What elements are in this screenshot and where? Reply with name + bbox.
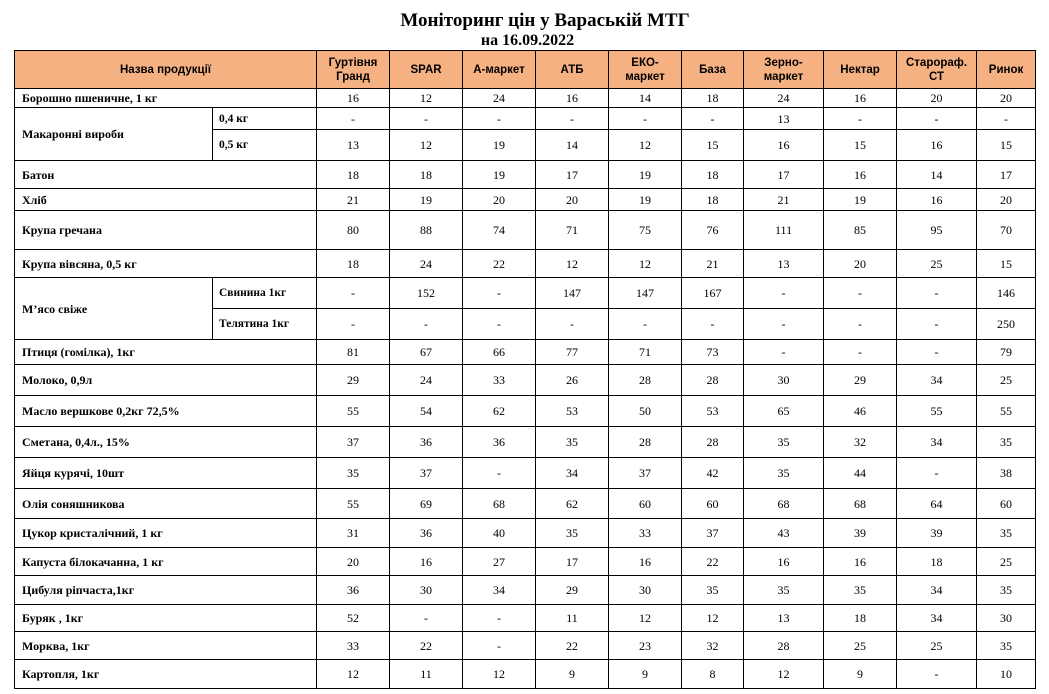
price-cell: 35 bbox=[744, 427, 824, 458]
price-cell: 70 bbox=[977, 211, 1036, 250]
price-cell: 17 bbox=[744, 161, 824, 189]
price-cell: 85 bbox=[824, 211, 897, 250]
price-cell: 111 bbox=[744, 211, 824, 250]
price-cell: 37 bbox=[609, 458, 682, 489]
product-name: Цибуля ріпчаста,1кг bbox=[15, 576, 317, 605]
page-title: Моніторинг цін у Вараській МТГ bbox=[400, 10, 690, 31]
price-cell: 53 bbox=[682, 396, 744, 427]
price-cell: 16 bbox=[390, 548, 463, 576]
price-cell: 15 bbox=[824, 130, 897, 161]
price-cell: 34 bbox=[897, 365, 977, 396]
price-cell: - bbox=[824, 278, 897, 309]
price-cell: - bbox=[609, 108, 682, 130]
price-cell: 34 bbox=[536, 458, 609, 489]
price-cell: 16 bbox=[824, 89, 897, 108]
price-cell: 17 bbox=[977, 161, 1036, 189]
price-cell: 10 bbox=[977, 660, 1036, 689]
table-row bbox=[15, 396, 1036, 427]
price-cell: 67 bbox=[390, 340, 463, 365]
price-cell: - bbox=[824, 309, 897, 340]
price-cell: 21 bbox=[317, 189, 390, 211]
page-subtitle: на 16.09.2022 bbox=[480, 32, 575, 49]
table-row bbox=[15, 427, 1036, 458]
price-cell: 35 bbox=[317, 458, 390, 489]
price-cell: 64 bbox=[897, 489, 977, 519]
price-cell: 24 bbox=[744, 89, 824, 108]
table-row bbox=[15, 632, 1036, 660]
price-cell: 31 bbox=[317, 519, 390, 548]
price-cell: 16 bbox=[744, 130, 824, 161]
header-store-line: АТБ bbox=[560, 63, 584, 76]
price-cell: - bbox=[463, 108, 536, 130]
table-row bbox=[15, 365, 1036, 396]
header-store-line: СТ bbox=[928, 70, 945, 83]
price-cell: 29 bbox=[317, 365, 390, 396]
price-cell: 37 bbox=[682, 519, 744, 548]
price-cell: 35 bbox=[977, 519, 1036, 548]
price-cell: 36 bbox=[390, 427, 463, 458]
price-cell: 24 bbox=[390, 365, 463, 396]
price-cell: 88 bbox=[390, 211, 463, 250]
price-cell: - bbox=[463, 632, 536, 660]
header-store-line: Старораф. bbox=[905, 56, 968, 69]
price-cell: 28 bbox=[682, 427, 744, 458]
price-cell: 16 bbox=[744, 548, 824, 576]
price-cell: - bbox=[317, 278, 390, 309]
price-cell: 34 bbox=[897, 427, 977, 458]
price-cell: 34 bbox=[897, 576, 977, 605]
table-row bbox=[15, 108, 1036, 130]
header-store bbox=[824, 51, 897, 89]
price-cell: 20 bbox=[977, 189, 1036, 211]
table-row bbox=[15, 278, 1036, 309]
price-cell: 250 bbox=[977, 309, 1036, 340]
price-cell: - bbox=[897, 458, 977, 489]
price-cell: 25 bbox=[824, 632, 897, 660]
price-cell: 52 bbox=[317, 605, 390, 632]
product-name: Крупа гречана bbox=[15, 211, 317, 250]
price-cell: 33 bbox=[463, 365, 536, 396]
price-cell: 19 bbox=[463, 161, 536, 189]
price-cell: - bbox=[390, 309, 463, 340]
price-cell: 80 bbox=[317, 211, 390, 250]
price-cell: 68 bbox=[744, 489, 824, 519]
price-cell: 20 bbox=[536, 189, 609, 211]
price-cell: - bbox=[744, 278, 824, 309]
price-cell: - bbox=[463, 605, 536, 632]
price-cell: 35 bbox=[536, 427, 609, 458]
price-cell: 34 bbox=[897, 605, 977, 632]
price-cell: - bbox=[463, 458, 536, 489]
price-cell: - bbox=[317, 309, 390, 340]
price-cell: 22 bbox=[390, 632, 463, 660]
price-cell: 55 bbox=[897, 396, 977, 427]
price-cell: 35 bbox=[977, 632, 1036, 660]
price-cell: 35 bbox=[682, 576, 744, 605]
product-variant: 0,5 кг bbox=[213, 130, 317, 161]
table-row bbox=[15, 161, 1036, 189]
price-cell: 38 bbox=[977, 458, 1036, 489]
header-store bbox=[609, 51, 682, 89]
price-cell: 33 bbox=[317, 632, 390, 660]
table-row bbox=[15, 458, 1036, 489]
price-cell: 21 bbox=[744, 189, 824, 211]
price-cell: 35 bbox=[744, 576, 824, 605]
price-cell: 60 bbox=[682, 489, 744, 519]
product-name: Батон bbox=[15, 161, 317, 189]
price-cell: - bbox=[682, 309, 744, 340]
price-cell: 65 bbox=[744, 396, 824, 427]
price-cell: 73 bbox=[682, 340, 744, 365]
price-cell: - bbox=[390, 605, 463, 632]
price-cell: 18 bbox=[682, 161, 744, 189]
price-cell: 19 bbox=[609, 189, 682, 211]
header-store-line: Гранд bbox=[336, 70, 370, 83]
price-cell: 23 bbox=[609, 632, 682, 660]
price-cell: 18 bbox=[317, 250, 390, 278]
price-cell: 30 bbox=[390, 576, 463, 605]
table-row bbox=[15, 489, 1036, 519]
price-cell: 16 bbox=[897, 130, 977, 161]
price-cell: 14 bbox=[609, 89, 682, 108]
price-cell: 18 bbox=[824, 605, 897, 632]
price-cell: 12 bbox=[317, 660, 390, 689]
price-cell: 50 bbox=[609, 396, 682, 427]
table-header-row bbox=[15, 51, 1036, 89]
price-cell: 55 bbox=[317, 396, 390, 427]
header-store bbox=[897, 51, 977, 89]
price-cell: - bbox=[824, 340, 897, 365]
product-name: Капуста білокачанна, 1 кг bbox=[15, 548, 317, 576]
header-store-line: А-маркет bbox=[473, 63, 525, 76]
price-cell: 11 bbox=[536, 605, 609, 632]
price-cell: 16 bbox=[897, 189, 977, 211]
price-cell: - bbox=[897, 108, 977, 130]
price-cell: 30 bbox=[609, 576, 682, 605]
price-cell: 9 bbox=[536, 660, 609, 689]
price-cell: 18 bbox=[317, 161, 390, 189]
price-cell: 20 bbox=[463, 189, 536, 211]
product-name: Крупа вівсяна, 0,5 кг bbox=[15, 250, 317, 278]
price-cell: 13 bbox=[744, 605, 824, 632]
price-cell: - bbox=[317, 108, 390, 130]
price-cell: 20 bbox=[317, 548, 390, 576]
price-cell: - bbox=[682, 108, 744, 130]
price-cell: 24 bbox=[390, 250, 463, 278]
price-cell: - bbox=[824, 108, 897, 130]
price-cell: 16 bbox=[317, 89, 390, 108]
price-cell: 12 bbox=[463, 660, 536, 689]
price-cell: - bbox=[463, 278, 536, 309]
price-cell: - bbox=[744, 340, 824, 365]
header-store bbox=[744, 51, 824, 89]
price-cell: 29 bbox=[536, 576, 609, 605]
header-store-line: маркет bbox=[763, 70, 804, 83]
price-cell: 13 bbox=[744, 108, 824, 130]
price-cell: 35 bbox=[744, 458, 824, 489]
header-store bbox=[317, 51, 390, 89]
product-variant: Телятина 1кг bbox=[213, 309, 317, 340]
price-cell: 17 bbox=[536, 548, 609, 576]
price-cell: 76 bbox=[682, 211, 744, 250]
price-cell: 18 bbox=[682, 89, 744, 108]
price-cell: 8 bbox=[682, 660, 744, 689]
price-cell: - bbox=[463, 309, 536, 340]
header-store-line: SPAR bbox=[410, 63, 442, 76]
table-row bbox=[15, 576, 1036, 605]
price-cell: 29 bbox=[824, 365, 897, 396]
product-name: Хліб bbox=[15, 189, 317, 211]
header-store-line: Ринок bbox=[988, 63, 1024, 76]
price-cell: 152 bbox=[390, 278, 463, 309]
price-cell: 60 bbox=[609, 489, 682, 519]
price-cell: 46 bbox=[824, 396, 897, 427]
price-cell: 34 bbox=[463, 576, 536, 605]
price-cell: - bbox=[536, 309, 609, 340]
price-cell: 35 bbox=[977, 427, 1036, 458]
price-cell: 16 bbox=[609, 548, 682, 576]
price-cell: 17 bbox=[536, 161, 609, 189]
price-cell: 74 bbox=[463, 211, 536, 250]
price-cell: 37 bbox=[390, 458, 463, 489]
price-cell: 81 bbox=[317, 340, 390, 365]
price-cell: 20 bbox=[897, 89, 977, 108]
price-cell: 18 bbox=[682, 189, 744, 211]
price-cell: 22 bbox=[682, 548, 744, 576]
price-cell: 25 bbox=[897, 632, 977, 660]
header-store bbox=[390, 51, 463, 89]
price-cell: - bbox=[977, 108, 1036, 130]
price-cell: - bbox=[897, 278, 977, 309]
price-cell: 11 bbox=[390, 660, 463, 689]
table-row bbox=[15, 548, 1036, 576]
table-row bbox=[15, 189, 1036, 211]
price-cell: 32 bbox=[682, 632, 744, 660]
price-cell: 28 bbox=[609, 365, 682, 396]
product-name: Макаронні вироби bbox=[15, 108, 213, 161]
table-row bbox=[15, 519, 1036, 548]
price-cell: 32 bbox=[824, 427, 897, 458]
product-name: Птиця (гомілка), 1кг bbox=[15, 340, 317, 365]
header-store-line: Нектар bbox=[840, 63, 880, 76]
product-variant: Свинина 1кг bbox=[213, 278, 317, 309]
product-name: Цукор кристалічний, 1 кг bbox=[15, 519, 317, 548]
price-cell: 15 bbox=[682, 130, 744, 161]
header-store bbox=[682, 51, 744, 89]
price-cell: 68 bbox=[463, 489, 536, 519]
product-name: Картопля, 1кг bbox=[15, 660, 317, 689]
price-cell: 21 bbox=[682, 250, 744, 278]
price-cell: 15 bbox=[977, 130, 1036, 161]
price-cell: 66 bbox=[463, 340, 536, 365]
price-cell: 16 bbox=[824, 548, 897, 576]
price-cell: 19 bbox=[609, 161, 682, 189]
price-cell: 55 bbox=[317, 489, 390, 519]
table-row bbox=[15, 250, 1036, 278]
price-cell: 26 bbox=[536, 365, 609, 396]
price-cell: 44 bbox=[824, 458, 897, 489]
price-cell: 22 bbox=[463, 250, 536, 278]
price-cell: 30 bbox=[977, 605, 1036, 632]
price-cell: 53 bbox=[536, 396, 609, 427]
product-name: Морква, 1кг bbox=[15, 632, 317, 660]
price-cell: 28 bbox=[609, 427, 682, 458]
price-cell: 28 bbox=[744, 632, 824, 660]
price-cell: 36 bbox=[317, 576, 390, 605]
product-name: Яйця курячі, 10шт bbox=[15, 458, 317, 489]
price-cell: 54 bbox=[390, 396, 463, 427]
price-cell: 62 bbox=[463, 396, 536, 427]
price-cell: 33 bbox=[609, 519, 682, 548]
price-cell: 37 bbox=[317, 427, 390, 458]
price-cell: 14 bbox=[897, 161, 977, 189]
price-cell: 146 bbox=[977, 278, 1036, 309]
product-name: М’ясо свіже bbox=[15, 278, 213, 340]
table-body bbox=[15, 89, 1036, 689]
header-store-line: Зерно- bbox=[764, 56, 803, 69]
price-cell: 79 bbox=[977, 340, 1036, 365]
price-cell: 40 bbox=[463, 519, 536, 548]
price-cell: - bbox=[744, 309, 824, 340]
price-cell: 36 bbox=[463, 427, 536, 458]
price-cell: 12 bbox=[609, 605, 682, 632]
price-cell: 25 bbox=[897, 250, 977, 278]
price-cell: 12 bbox=[609, 250, 682, 278]
price-cell: 42 bbox=[682, 458, 744, 489]
price-cell: 167 bbox=[682, 278, 744, 309]
price-cell: 12 bbox=[536, 250, 609, 278]
price-cell: 55 bbox=[977, 396, 1036, 427]
header-store bbox=[463, 51, 536, 89]
table-row bbox=[15, 340, 1036, 365]
price-cell: 62 bbox=[536, 489, 609, 519]
header-product-name: Назва продукції bbox=[15, 51, 317, 89]
price-cell: - bbox=[897, 309, 977, 340]
product-name: Буряк , 1кг bbox=[15, 605, 317, 632]
price-cell: 25 bbox=[977, 548, 1036, 576]
header-store-line: ЕКО- bbox=[631, 56, 659, 69]
price-cell: 147 bbox=[609, 278, 682, 309]
price-cell: 18 bbox=[897, 548, 977, 576]
price-cell: 9 bbox=[824, 660, 897, 689]
price-cell: 19 bbox=[824, 189, 897, 211]
price-cell: 71 bbox=[609, 340, 682, 365]
price-cell: 12 bbox=[609, 130, 682, 161]
price-cell: 75 bbox=[609, 211, 682, 250]
product-variant: 0,4 кг bbox=[213, 108, 317, 130]
table-row bbox=[15, 89, 1036, 108]
price-cell: 27 bbox=[463, 548, 536, 576]
price-cell: 69 bbox=[390, 489, 463, 519]
product-name: Борошно пшеничне, 1 кг bbox=[15, 89, 317, 108]
price-cell: 15 bbox=[977, 250, 1036, 278]
product-name: Масло вершкове 0,2кг 72,5% bbox=[15, 396, 317, 427]
price-cell: 18 bbox=[390, 161, 463, 189]
price-cell: 35 bbox=[824, 576, 897, 605]
price-cell: 22 bbox=[536, 632, 609, 660]
price-cell: 95 bbox=[897, 211, 977, 250]
price-cell: - bbox=[609, 309, 682, 340]
price-cell: 12 bbox=[390, 89, 463, 108]
price-cell: 68 bbox=[824, 489, 897, 519]
product-name: Сметана, 0,4л., 15% bbox=[15, 427, 317, 458]
price-cell: - bbox=[390, 108, 463, 130]
table-row bbox=[15, 211, 1036, 250]
price-cell: 28 bbox=[682, 365, 744, 396]
price-cell: 77 bbox=[536, 340, 609, 365]
price-cell: 12 bbox=[744, 660, 824, 689]
price-cell: 39 bbox=[824, 519, 897, 548]
price-cell: - bbox=[536, 108, 609, 130]
product-name: Олія соняшникова bbox=[15, 489, 317, 519]
price-cell: 25 bbox=[977, 365, 1036, 396]
price-cell: 35 bbox=[536, 519, 609, 548]
price-cell: 71 bbox=[536, 211, 609, 250]
header-store bbox=[977, 51, 1036, 89]
price-cell: 35 bbox=[977, 576, 1036, 605]
price-cell: 13 bbox=[317, 130, 390, 161]
table-row bbox=[15, 660, 1036, 689]
price-cell: 20 bbox=[824, 250, 897, 278]
price-cell: 24 bbox=[463, 89, 536, 108]
price-cell: 36 bbox=[390, 519, 463, 548]
price-cell: 12 bbox=[390, 130, 463, 161]
header-store-line: Гуртівня bbox=[328, 56, 378, 69]
price-table bbox=[14, 50, 1036, 689]
price-cell: - bbox=[897, 660, 977, 689]
price-cell: 43 bbox=[744, 519, 824, 548]
price-cell: 16 bbox=[536, 89, 609, 108]
header-store-line: маркет bbox=[625, 70, 665, 83]
price-cell: 19 bbox=[463, 130, 536, 161]
price-cell: 13 bbox=[744, 250, 824, 278]
price-cell: 16 bbox=[824, 161, 897, 189]
price-cell: 19 bbox=[390, 189, 463, 211]
price-cell: 20 bbox=[977, 89, 1036, 108]
header-store-line: База bbox=[699, 63, 726, 76]
price-cell: 14 bbox=[536, 130, 609, 161]
price-cell: 12 bbox=[682, 605, 744, 632]
price-cell: 30 bbox=[744, 365, 824, 396]
price-cell: 147 bbox=[536, 278, 609, 309]
table-row bbox=[15, 605, 1036, 632]
product-name: Молоко, 0,9л bbox=[15, 365, 317, 396]
price-cell: 60 bbox=[977, 489, 1036, 519]
price-cell: - bbox=[897, 340, 977, 365]
price-cell: 9 bbox=[609, 660, 682, 689]
header-store bbox=[536, 51, 609, 89]
price-cell: 39 bbox=[897, 519, 977, 548]
